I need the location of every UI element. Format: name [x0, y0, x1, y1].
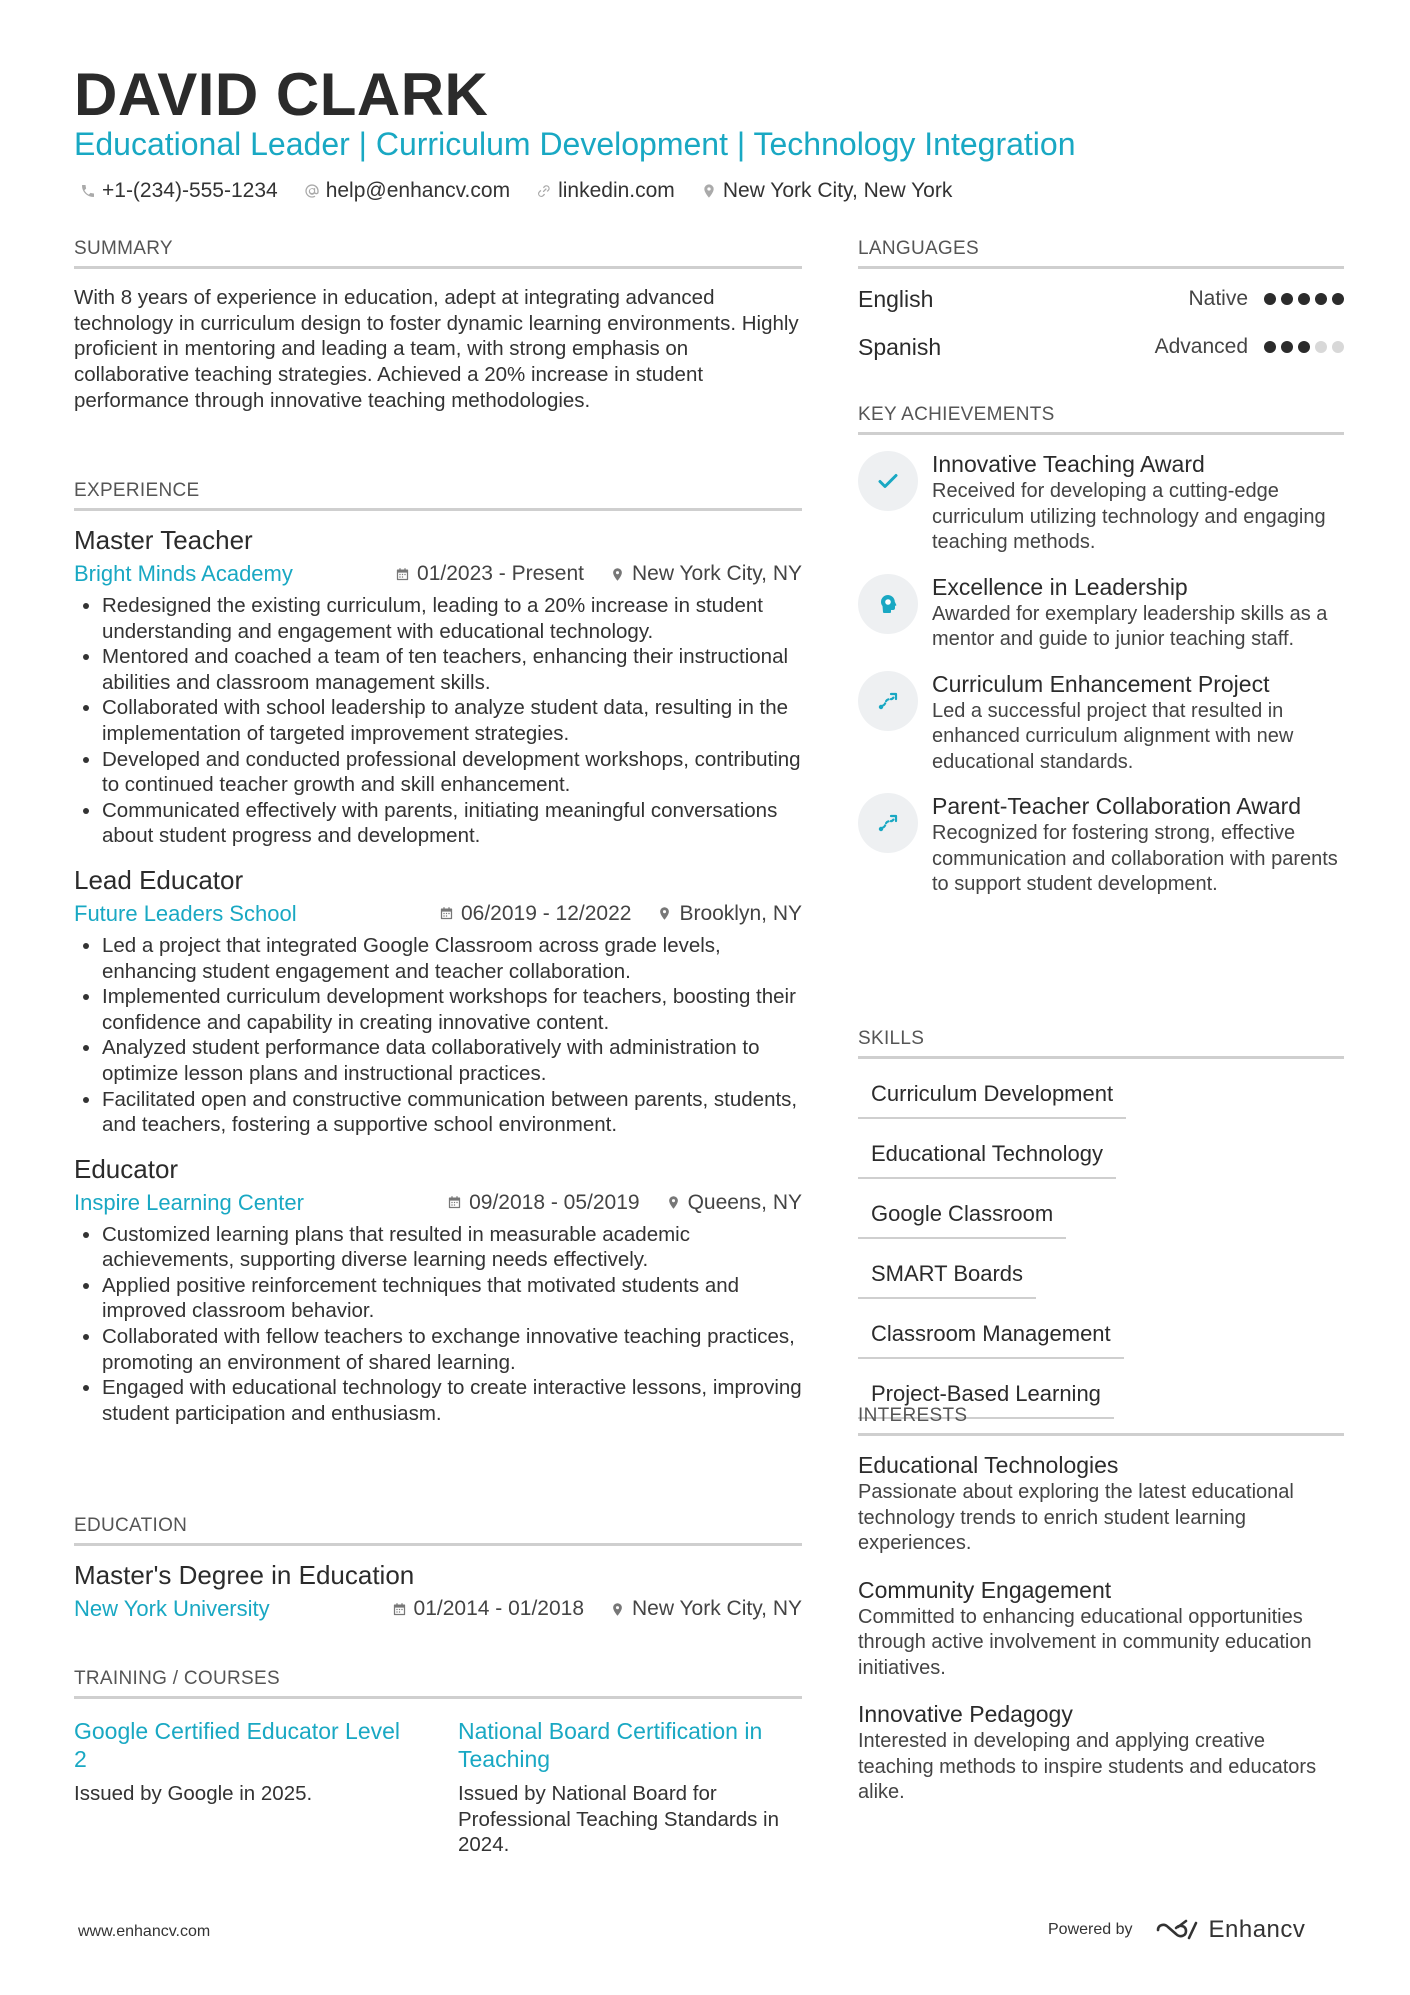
- course-desc: Issued by National Board for Professional Teaching Standards in 2024.: [458, 1782, 779, 1857]
- achievement-item: [858, 669, 1344, 776]
- course-title: Google Certified Educator Level 2: [74, 1718, 401, 1772]
- location-pin-icon: [610, 567, 625, 582]
- education-location: New York City, NY: [610, 1594, 802, 1624]
- rating-dot-filled: [1281, 293, 1293, 305]
- linkedin-text: linkedin.com: [558, 179, 675, 202]
- headline: Educational Leader | Curriculum Development | Technology Integration: [74, 126, 1076, 162]
- skill-tag: Classroom Management: [858, 1319, 1124, 1359]
- company-name: Inspire Learning Center: [74, 1189, 304, 1215]
- interest-item: [858, 1575, 1344, 1682]
- achievement-title: Parent-Teacher Collaboration Award: [932, 793, 1302, 819]
- route-icon: [876, 811, 900, 835]
- achievement-desc: Awarded for exemplary leadership skills as a mentor and guide to junior teaching staff.: [932, 602, 1328, 650]
- achievements-section: [858, 402, 1344, 898]
- powered-by-text: Powered by: [1048, 1921, 1133, 1938]
- contact-phone: [80, 176, 278, 206]
- bullet-item: • Collaborated with school leadership to analyze student data, resulting in the implementation of targeted improvement strategies.: [102, 695, 802, 746]
- job-dates: 06/2019 - 12/2022: [439, 899, 631, 929]
- bullet-item: • Developed and conducted professional development workshops, contributing to continued teacher growth and skill enhancement.: [102, 747, 802, 798]
- rating-dot-filled: [1298, 341, 1310, 353]
- language-row: [858, 323, 1344, 371]
- interests-section: [858, 1403, 1344, 1806]
- email-text: help@enhancv.com: [325, 179, 511, 202]
- check-icon: [876, 469, 900, 493]
- brand-name: Enhancv: [1208, 1916, 1306, 1943]
- course-title: National Board Certification in Teaching: [458, 1718, 763, 1772]
- bullet-item: • Analyzed student performance data collaboratively with administration to optimize lesson plans and instructional practices.: [102, 1035, 802, 1086]
- location-pin-icon: [610, 1602, 625, 1617]
- language-rating: [1264, 341, 1344, 353]
- enhancv-logo-icon: [1155, 1918, 1201, 1942]
- company-name: Bright Minds Academy: [74, 561, 293, 586]
- bullet-item: • Communicated effectively with parents, initiating meaningful conversations about student progress and development.: [102, 798, 802, 849]
- achievement-desc: Recognized for fostering strong, effective communication and collaboration with parents to support student development.: [932, 822, 1338, 895]
- bullet-item: • Led a project that integrated Google Classroom across grade levels, enhancing student engagement and teacher collaboration.: [102, 933, 802, 984]
- bullet-item: • Engaged with educational technology to create interactive lessons, improving student participation and enthusiasm.: [102, 1375, 802, 1426]
- achievement-item: [858, 449, 1344, 556]
- skill-tag: Project-Based Learning: [858, 1379, 1114, 1419]
- section-title: INTERESTS: [858, 1403, 1344, 1436]
- job-title: Educator: [74, 1153, 179, 1184]
- location-pin-icon: [657, 906, 672, 921]
- job-bullets: [74, 1222, 802, 1427]
- job-bullets: [74, 593, 802, 849]
- job-location: New York City, NY: [610, 559, 802, 589]
- interest-desc: Interested in developing and applying creative teaching methods to inspire students and educators alike.: [858, 1730, 1317, 1803]
- language-name: Spanish: [858, 333, 942, 360]
- school-name: New York University: [74, 1596, 270, 1621]
- rating-dot-filled: [1264, 341, 1276, 353]
- languages-section: [858, 236, 1344, 371]
- location-text: New York City, New York: [722, 179, 953, 202]
- section-title: EDUCATION: [74, 1513, 802, 1546]
- calendar-icon: [395, 567, 410, 582]
- phone-icon: [80, 183, 96, 199]
- interest-title: Community Engagement: [858, 1576, 1112, 1603]
- phone-text: +1-(234)-555-1234: [102, 179, 278, 202]
- footer-website[interactable]: www.enhancv.com: [78, 1923, 211, 1940]
- rating-dot-filled: [1332, 293, 1344, 305]
- achievement-title: Excellence in Leadership: [932, 573, 1188, 600]
- job-meta: [74, 899, 802, 929]
- interest-item: [858, 1450, 1344, 1557]
- summary-section: [74, 236, 802, 414]
- footer-brand: [1048, 1916, 1305, 1944]
- contact-bar: [80, 176, 952, 206]
- experience-section: [74, 478, 802, 1426]
- company-name: Future Leaders School: [74, 900, 297, 926]
- bullet-item: • Facilitated open and constructive communication between parents, students, and teachers, fostering a supportive school environment.: [102, 1087, 802, 1138]
- interest-title: Educational Technologies: [858, 1452, 1119, 1478]
- bullet-item: • Applied positive reinforcement techniques that motivated students and improved classroom behavior.: [102, 1273, 802, 1324]
- contact-linkedin[interactable]: [536, 176, 675, 206]
- interest-title: Innovative Pedagogy: [858, 1701, 1073, 1727]
- section-title: SUMMARY: [74, 236, 802, 269]
- calendar-icon: [439, 906, 454, 921]
- calendar-icon: [447, 1195, 462, 1210]
- course-item: [74, 1717, 418, 1858]
- candidate-name: DAVID CLARK: [74, 61, 489, 128]
- skill-tag: SMART Boards: [858, 1259, 1036, 1299]
- training-section: [74, 1666, 802, 1858]
- job-title: Master Teacher: [74, 525, 253, 555]
- summary-text: With 8 years of experience in education, adept at integrating advanced technology in curriculum design to foster dynamic learning environments. Highly proficient in mentoring and leading a team, with strong emphasis on collaborative teaching strategies. Achieved a 20% increase in student performance through innovative teaching methodologies.: [74, 286, 799, 412]
- job-entry: [74, 1152, 802, 1427]
- interest-item: [858, 1699, 1344, 1806]
- at-icon: [304, 183, 320, 199]
- language-rating: [1264, 293, 1344, 305]
- bullet-item: • Redesigned the existing curriculum, leading to a 20% increase in student understanding and engagement with educational technology.: [102, 593, 802, 644]
- job-dates: 09/2018 - 05/2019: [447, 1188, 639, 1218]
- language-level: Native: [1188, 287, 1248, 310]
- skill-tag: Curriculum Development: [858, 1079, 1126, 1119]
- head-lightbulb-icon: [876, 592, 900, 616]
- contact-email[interactable]: [304, 176, 510, 206]
- rating-dot-filled: [1264, 293, 1276, 305]
- section-title: SKILLS: [858, 1026, 1344, 1059]
- bullet-item: • Mentored and coached a team of ten teachers, enhancing their instructional abilities and classroom management skills.: [102, 644, 802, 695]
- job-bullets: [74, 933, 802, 1138]
- education-dates: 01/2014 - 01/2018: [392, 1594, 584, 1624]
- achievement-desc: Led a successful project that resulted in enhanced curriculum alignment with new educational standards.: [932, 699, 1294, 773]
- job-dates: 01/2023 - Present: [395, 559, 584, 589]
- job-meta: [74, 559, 802, 589]
- achievement-title: Innovative Teaching Award: [932, 451, 1205, 477]
- course-list: [74, 1717, 802, 1858]
- bullet-item: • Customized learning plans that resulted in measurable academic achievements, supporting diverse learning needs effectively.: [102, 1222, 802, 1273]
- achievement-title: Curriculum Enhancement Project: [932, 670, 1270, 697]
- skill-tag: Google Classroom: [858, 1199, 1066, 1239]
- location-pin-icon: [666, 1195, 681, 1210]
- education-meta: [74, 1594, 802, 1624]
- bullet-item: • Implemented curriculum development workshops for teachers, boosting their confidence and capability in creating innovative content.: [102, 984, 802, 1035]
- rating-dot-filled: [1281, 341, 1293, 353]
- job-entry: [74, 523, 802, 849]
- section-title: TRAINING / COURSES: [74, 1666, 802, 1699]
- interest-desc: Passionate about exploring the latest educational technology trends to enrich student learning experiences.: [858, 1481, 1294, 1554]
- education-section: [74, 1513, 802, 1624]
- contact-location: [701, 176, 953, 206]
- rating-dot-empty: [1332, 341, 1344, 353]
- route-icon: [876, 689, 900, 713]
- job-title: Lead Educator: [74, 864, 244, 895]
- achievement-item: [858, 572, 1344, 653]
- language-level: Advanced: [1154, 335, 1248, 358]
- rating-dot-filled: [1315, 293, 1327, 305]
- location-pin-icon: [701, 183, 717, 199]
- job-meta: [74, 1188, 802, 1218]
- job-location: Queens, NY: [666, 1188, 802, 1218]
- skill-list: [858, 1079, 1344, 1419]
- link-icon: [536, 183, 552, 199]
- language-name: English: [858, 285, 934, 312]
- rating-dot-empty: [1315, 341, 1327, 353]
- job-entry: [74, 863, 802, 1138]
- course-item: [458, 1717, 802, 1858]
- calendar-icon: [392, 1602, 407, 1617]
- course-desc: Issued by Google in 2025.: [74, 1782, 313, 1805]
- achievement-item: [858, 791, 1344, 898]
- bullet-item: • Collaborated with fellow teachers to exchange innovative teaching practices, promoting an environment of shared learning.: [102, 1324, 802, 1375]
- section-title: EXPERIENCE: [74, 478, 802, 511]
- skills-section: [858, 1026, 1344, 1419]
- rating-dot-filled: [1298, 293, 1310, 305]
- section-title: LANGUAGES: [858, 236, 1344, 269]
- language-row: [858, 275, 1344, 323]
- job-location: Brooklyn, NY: [657, 899, 802, 929]
- section-title: KEY ACHIEVEMENTS: [858, 402, 1344, 435]
- interest-desc: Committed to enhancing educational opportunities through active involvement in community education initiatives.: [858, 1605, 1312, 1679]
- degree-title: Master's Degree in Education: [74, 1560, 415, 1590]
- skill-tag: Educational Technology: [858, 1139, 1116, 1179]
- achievement-desc: Received for developing a cutting-edge curriculum utilizing technology and engaging teaching methods.: [932, 480, 1326, 553]
